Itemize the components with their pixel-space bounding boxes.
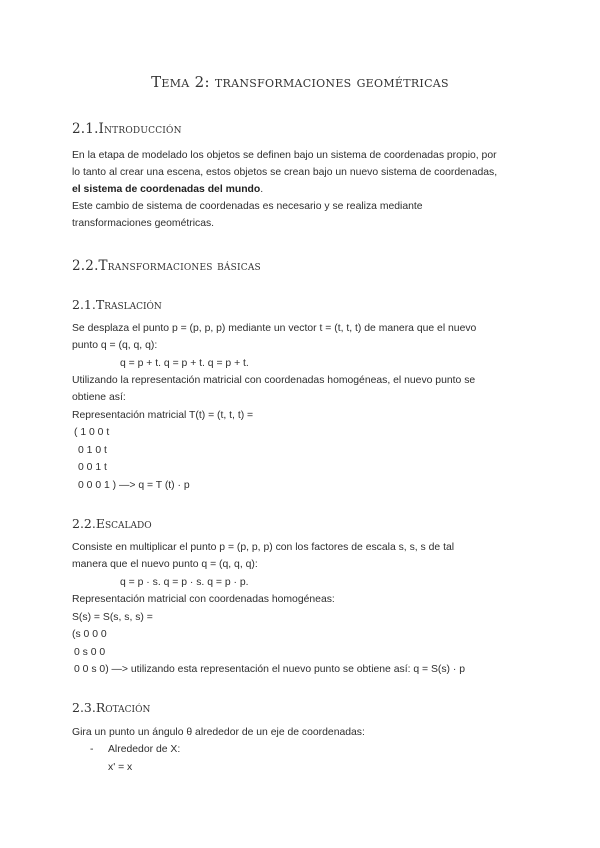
intro-bold-term: el sistema de coordenadas del mundo bbox=[72, 184, 261, 195]
intro-bold-end: . bbox=[260, 184, 264, 195]
intro-line-3 bbox=[72, 184, 263, 195]
escalado-matrix-row-1: (s 0 0 0 bbox=[72, 629, 107, 640]
intro-line-1: En la etapa de modelado los objetos se definen bajo un sistema de coordenadas propio, por bbox=[72, 150, 497, 161]
escalado-line-3: Representación matricial con coordenadas homogéneas: bbox=[72, 594, 335, 605]
heading-rotacion: 2.3.Rotación bbox=[72, 700, 151, 715]
traslacion-line-5: Representación matricial T(t) = (t, t, t) = bbox=[72, 410, 254, 421]
traslacion-matrix-row-1: ( 1 0 0 t bbox=[74, 427, 110, 438]
page-title: Tema 2: transformaciones geométricas bbox=[151, 73, 449, 91]
traslacion-matrix-row-4: 0 0 0 1 ) —> q = T (t) · p bbox=[78, 480, 190, 491]
traslacion-matrix-row-2: 0 1 0 t bbox=[78, 445, 107, 456]
escalado-matrix-row-3: 0 0 s 0) —> utilizando esta representación el nuevo punto se obtiene así: q = S(s) · p bbox=[74, 664, 466, 675]
heading-introduccion: 2.1.Introducción bbox=[72, 121, 182, 137]
heading-transformaciones-basicas: 2.2.Transformaciones básicas bbox=[72, 258, 261, 274]
escalado-matrix-row-2: 0 s 0 0 bbox=[74, 647, 106, 658]
traslacion-line-1: Se desplaza el punto p = (p, p, p) mediante un vector t = (t, t, t) de manera que el nuevo bbox=[72, 323, 477, 334]
heading-escalado: 2.2.Escalado bbox=[72, 516, 152, 531]
traslacion-matrix-row-3: 0 0 1 t bbox=[78, 462, 107, 473]
rotacion-line-1: Gira un punto un ángulo θ alrededor de un eje de coordenadas: bbox=[72, 727, 365, 738]
traslacion-line-2: punto q = (q, q, q): bbox=[72, 340, 158, 351]
traslacion-line-4: obtiene así: bbox=[72, 392, 126, 403]
intro-line-5: transformaciones geométricas. bbox=[72, 218, 215, 229]
intro-line-2: lo tanto al crear una escena, estos objetos se crean bajo un nuevo sistema de coordenadas, bbox=[72, 167, 498, 178]
intro-line-4: Este cambio de sistema de coordenadas es necesario y se realiza mediante bbox=[72, 201, 423, 212]
rotacion-item-x: Alrededor de X: bbox=[108, 744, 181, 755]
rotacion-item-x-eq: x' = x bbox=[108, 762, 133, 773]
heading-traslacion: 2.1.Traslación bbox=[72, 297, 162, 312]
escalado-line-1: Consiste en multiplicar el punto p = (p, p, p) con los factores de escala s, s, s de tal bbox=[72, 542, 455, 553]
escalado-line-2: manera que el nuevo punto q = (q, q, q): bbox=[72, 559, 258, 570]
traslacion-line-3: Utilizando la representación matricial con coordenadas homogéneas, el nuevo punto se bbox=[72, 375, 476, 386]
traslacion-equations: q = p + t. q = p + t. q = p + t. bbox=[120, 358, 249, 369]
list-bullet: - bbox=[90, 744, 94, 755]
escalado-line-4: S(s) = S(s, s, s) = bbox=[72, 612, 153, 623]
escalado-equations: q = p · s. q = p · s. q = p · p. bbox=[120, 577, 249, 588]
